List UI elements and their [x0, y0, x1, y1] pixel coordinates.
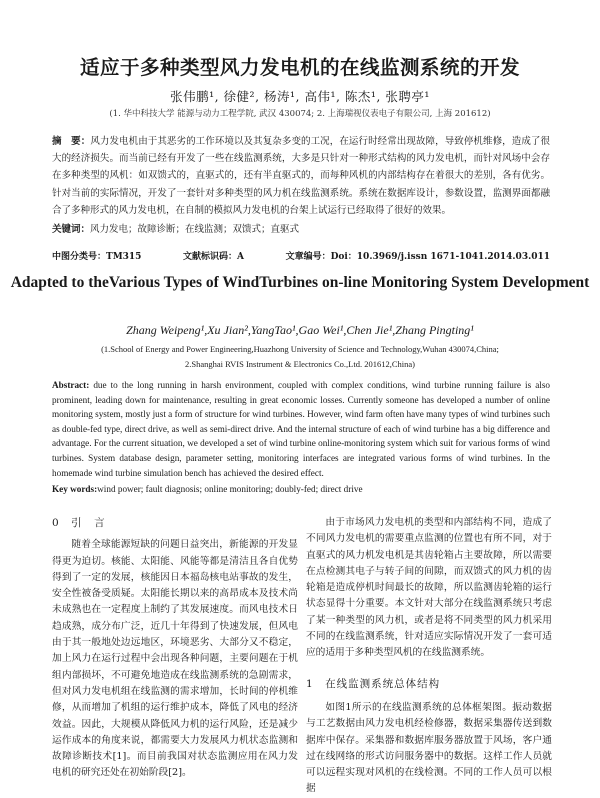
body-paragraph: 如图1所示的在线监测系统的总体框架图。振动数据与工艺数据由风力发电机经检修器，数据采集器传送到数据库中保存。采集器和数据库服务器放置于风场，客户通过在线网络的形式访问服务器中的数据。这样工作人员就可以远程实现对风机的在线检测。不同的工作人员可以根据: [306, 701, 552, 795]
body-column-left: [52, 515, 298, 782]
affiliations-en: [50, 342, 550, 372]
paper-title-cn: 适应于多种类型风力发电机的在线监测系统的开发: [79, 56, 520, 79]
article-meta-row: [52, 249, 550, 262]
abstract-en-text: due to the long running in harsh environment, coupled with complex conditions, wind turbine running failure is also prominent, leading down for maintenance, resulting in great economic losses. Currently someone has developed a number of online monitoring system, mostly just a form of structure for wind turbines. However, wind farm often have many types of wind turbines such as double-fed type, direct drive, as well as semi-direct drive. And the internal structure of each of wind turbine has a big difference and advantage. For the current situation, we developed a set of wind turbine online-monitoring system which suit for various forms of wind turbines. System database design, parameter setting, monitoring interfaces are integrated various forms of wind turbines. In the homemade wind turbine simulation bench has achieved the desired effect.: [52, 380, 551, 478]
authors-en: Zhang Weipeng¹,Xu Jian²,YangTao¹,Gao Wei¹,Chen Jie¹,Zhang Pingting¹: [126, 323, 474, 337]
keywords-cn-label: 关键词：: [52, 224, 91, 235]
keywords-cn-text: 风力发电；故障诊断；在线监测；双馈式；直驱式: [90, 224, 300, 235]
authors-cn: 张伟鹏¹, 徐健², 杨涛¹, 高伟¹, 陈杰¹, 张聘亭¹: [170, 89, 430, 104]
keywords-en-label: Key words:: [52, 484, 98, 494]
abstract-cn: [52, 133, 550, 219]
section-0-heading: 0 引 言: [52, 517, 106, 529]
article-number: 文章编号：Doi：10.3969/j.issn 1671-1041.2014.03.011: [285, 252, 550, 262]
paper-title-en: Adapted to theVarious Types of WindTurbines on-line Monitoring System Development: [10, 274, 590, 291]
body-paragraph: 随着全球能源短缺的问题日益突出，新能源的开发显得更为迫切。核能、太阳能、风能等都是清洁且各自优势得到了一定的发展，核能因日本福岛核电站事故的发生，安全性被备受质疑。太阳能长期以来的高昂成本及技术尚未成熟也在一定程度上制约了其发展速度。而风电技术日趋成熟，成分布广泛，近几十年得到了快速发展，但风电由于其一般地处边远地区，环境恶劣、大部分又不稳定，加上风力在运行过程中会出现各种问题，主要问题在于机组内部损坏，不可避免地造成在线监测系统的急剧需求，但对风力发电机组在线监测的需求增加，长时间的停机维修，从而增加了机组的运行维护成本，降低了风电的经济效益。因此，大规模从降低风力机的运行风险，还是减少运作成本的角度来说，都需要大力发展风力机状态监测和故障诊断技术[1]。而目前我国对状态监测应用在风力发电机的研究还处在初始阶段[2]。: [52, 539, 298, 779]
keywords-cn: [52, 221, 550, 235]
section-1-heading: 1 在线监测系统总体结构: [306, 677, 441, 690]
abstract-en-label: Abstract:: [52, 380, 90, 390]
abstract-cn-text: 风力发电机由于其恶劣的工作环境以及其复杂多变的工况，在运行时经常出现故障，导致停机维修，造成了很大的经济损失。而当前已经有开发了一些在线监测系统，大多是只针对一种形式结构的风力发电机，而针对风场中会存在多种类型的风机：如双馈式的，直驱式的，还有半直驱式的，而每种风机的内部结构存在着很大的差别，各有优劣。针对当前的实际情况，开发了一套针对多种类型的风力机在线监测系统。系统在数据库设计，参数设置，监测界面都融合了多种形式的风力发电机，在自制的模拟风力发电机的台架上试运行已经取得了很好的效果。: [52, 136, 550, 216]
abstract-cn-label: 摘 要：: [52, 136, 91, 147]
affiliations-cn: (1. 华中科技大学 能源与动力工程学院, 武汉 430074; 2. 上海瑞视仪表电子有限公司, 上海 201612): [109, 109, 491, 119]
keywords-en-text: wind power; fault diagnosis; online monitoring; doubly-fed; direct drive: [97, 484, 363, 494]
clc-number: 中图分类号：TM315: [52, 252, 142, 262]
keywords-en: [52, 484, 550, 494]
document-code: 文献标识码：A: [183, 252, 244, 262]
abstract-en: [52, 378, 550, 480]
body-column-right: [306, 515, 552, 798]
body-paragraph: 由于市场风力发电机的类型和内部结构不同，造成了不同风力发电机的需要重点监测的位置也有所不同，对于直驱式的风力机发电机是其齿轮箱占主要故障，所以需要在点检测其电子与转子间的间隙，而双馈式的风力机的齿轮箱是造成停机时间最长的故障，所以监测齿轮箱的运行状态显得十分重要。本文针对大部分在线监测系统只考虑了某一种类型的风力机，或者是将不同类型的风力机采用不同的在线监测系统，针对适应实际情况开发了一套可适应的适用于多种类型风机的在线监测系统。: [306, 517, 552, 659]
affiliation-en-2: 2.Shanghai RVIS Instrument & Electronics Co.,Ltd. 201612,China): [185, 359, 415, 369]
affiliation-en-1: (1.School of Energy and Power Engineering,Huazhong University of Science and Technology,Wuhan 430074,China;: [101, 344, 499, 354]
